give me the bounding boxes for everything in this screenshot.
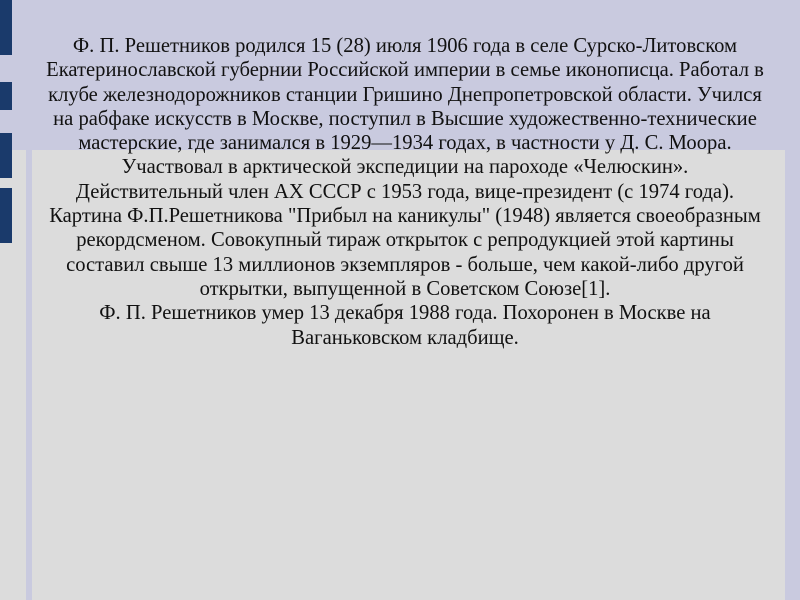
sidebar-accent-bar bbox=[0, 133, 12, 178]
slide-body-text bbox=[46, 34, 764, 350]
sidebar-accent-bar bbox=[0, 82, 12, 110]
sidebar-accent-bar bbox=[0, 0, 12, 55]
sidebar-accent-bar bbox=[0, 188, 12, 243]
left-decor-band bbox=[26, 0, 32, 600]
death-paragraph: Ф. П. Решетников умер 13 декабря 1988 года. Похоронен в Москве на Ваганьковском кладбище. bbox=[99, 302, 711, 349]
painting-paragraph: Картина Ф.П.Решетникова "Прибыл на каникулы" (1948) является своеобразным рекордсменом. Совокупный тираж открыток с репродукцией этой картины составил свыше 13 миллионов экземпляров - больше, чем какой-либо другой открытки, выпущенной в Советском Союзе[1]. bbox=[49, 205, 761, 300]
right-decor-band bbox=[785, 150, 800, 600]
biography-paragraph: Ф. П. Решетников родился 15 (28) июля 1906 года в селе Сурско-Литовском Екатеринославской губернии Российской империи в семье иконописца. Работал в клубе железнодорожников станции Гришино Днепропетровской области. Учился на рабфаке искусств в Москве, поступил в Высшие художественно-технические мастерские, где занимался в 1929—1934 годах, в частности у Д. С. Моора. Участвовал в арктической экспедиции на пароходе «Челюскин». Действительный член АХ СССР с 1953 года, вице-президент (с 1974 года). bbox=[46, 35, 764, 203]
